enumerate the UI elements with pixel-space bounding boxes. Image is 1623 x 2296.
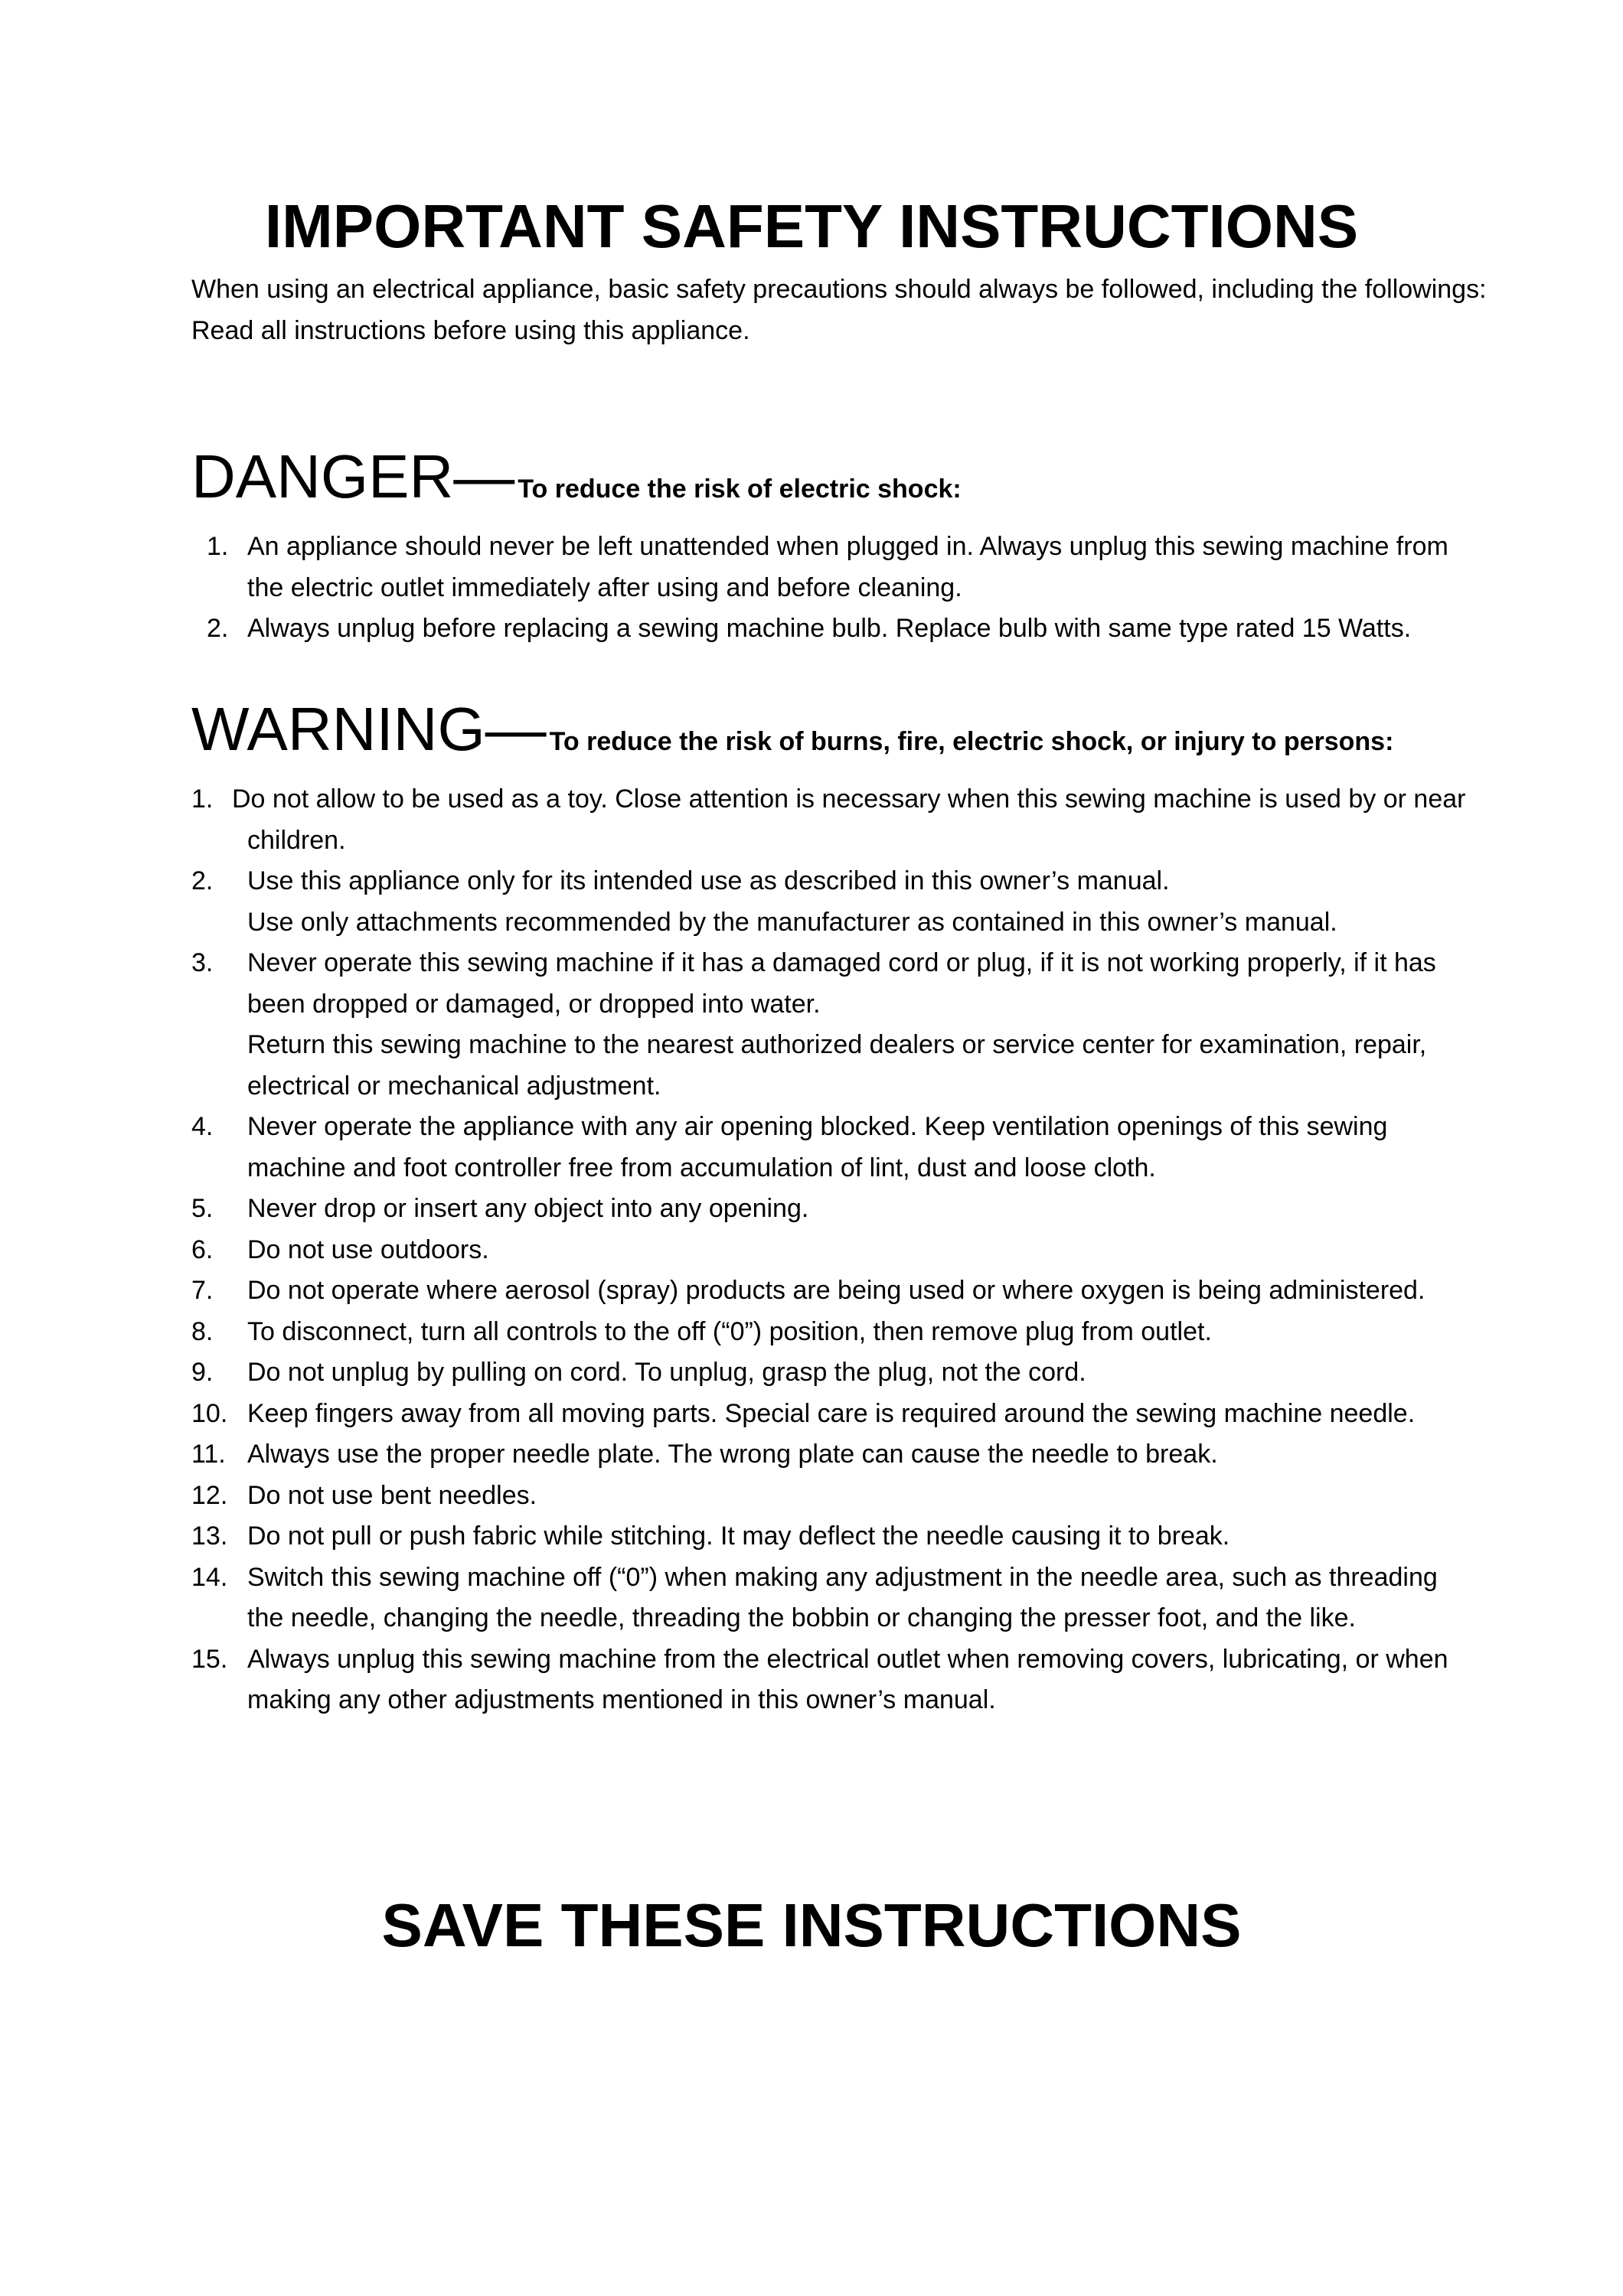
list-item [0, 1107, 1472, 1189]
save-instructions-title: SAVE THESE INSTRUCTIONS [381, 1891, 1242, 1959]
list-item [0, 1476, 1472, 1517]
intro-line: When using an electrical appliance, basic safety precautions should always be followed, including the followings: [191, 275, 1487, 304]
item-text: Never drop or insert any object into any opening. [247, 1194, 809, 1223]
item-text: Always use the proper needle plate. The wrong plate can cause the needle to break. [247, 1440, 1218, 1469]
list-item [0, 861, 1472, 943]
item-text: Do not use outdoors. [247, 1234, 489, 1264]
item-number: 4. [191, 1112, 214, 1141]
item-text: Return this sewing machine to the nearest authorized dealers or service center for examination, repair, electrical or mechanical adjustment. [247, 1030, 1427, 1101]
list-item [0, 943, 1472, 1107]
item-text: An appliance should never be left unattended when plugged in. Always unplug this sewing machine from the electric outlet immediately after using and before cleaning. [247, 532, 1448, 602]
item-text: To disconnect, turn all controls to the off (“0”) position, then remove plug from outlet. [247, 1316, 1212, 1346]
intro-line: Read all instructions before using this appliance. [191, 315, 750, 345]
item-text: Use only attachments recommended by the manufacturer as contained in this owner’s manual. [247, 907, 1337, 937]
item-text: Switch this sewing machine off (“0”) when making any adjustment in the needle area, such as threading the needle, changing the needle, threading the bobbin or changing the presser foot, and the like. [247, 1562, 1438, 1632]
item-number: 7. [191, 1276, 214, 1305]
page-title: IMPORTANT SAFETY INSTRUCTIONS [264, 192, 1359, 260]
item-number: 13. [191, 1521, 228, 1551]
item-number: 2. [191, 866, 214, 895]
item-number: 1. [207, 532, 229, 561]
list-item [0, 1516, 1472, 1557]
item-text: Do not operate where aerosol (spray) products are being used or where oxygen is being administered. [247, 1276, 1425, 1305]
item-text: Never operate this sewing machine if it has a damaged cord or plug, if it is not working properly, if it has been dropped or damaged, or dropped into water. [247, 948, 1436, 1019]
list-item [0, 1557, 1472, 1639]
item-text: Use this appliance only for its intended use as described in this owner’s manual. [247, 866, 1170, 895]
danger-list [0, 527, 1623, 650]
item-text: Always unplug this sewing machine from the electrical outlet when removing covers, lubricating, or when making any other adjustments mentioned in this owner’s manual. [247, 1644, 1448, 1714]
warning-subheading: To reduce the risk of burns, fire, electric shock, or injury to persons: [549, 727, 1394, 756]
item-text: Do not use bent needles. [247, 1480, 537, 1510]
item-number: 3. [191, 948, 214, 977]
warning-label: WARNING— [191, 695, 547, 763]
item-text: Do not unplug by pulling on cord. To unplug, grasp the plug, not the cord. [247, 1358, 1086, 1387]
item-number: 1. [191, 784, 214, 814]
list-item [0, 1270, 1472, 1312]
item-number: 14. [191, 1562, 228, 1592]
item-number: 10. [191, 1398, 228, 1428]
item-number: 2. [207, 614, 229, 643]
item-number: 8. [191, 1316, 214, 1346]
list-item [0, 779, 1472, 861]
list-item [0, 1230, 1472, 1271]
list-item [0, 1189, 1472, 1230]
item-text: Always unplug before replacing a sewing machine bulb. Replace bulb with same type rated 15 Watts. [247, 614, 1412, 643]
item-text: Do not pull or push fabric while stitching. It may deflect the needle causing it to break. [247, 1521, 1230, 1551]
item-number: 11. [191, 1440, 226, 1469]
item-number: 15. [191, 1644, 228, 1674]
list-item [0, 1639, 1472, 1721]
list-item [0, 1312, 1472, 1353]
warning-heading [191, 693, 1393, 766]
warning-list [0, 779, 1623, 1721]
item-number: 5. [191, 1194, 214, 1223]
danger-subheading: To reduce the risk of electric shock: [518, 475, 962, 504]
list-item [0, 608, 1472, 650]
item-number: 12. [191, 1480, 228, 1510]
danger-heading [191, 440, 962, 514]
item-number: 6. [191, 1234, 214, 1264]
item-number: 9. [191, 1358, 214, 1387]
intro-paragraph [191, 269, 1493, 351]
item-text: Never operate the appliance with any air opening blocked. Keep ventilation openings of this sewing machine and foot controller free from accumulation of lint, dust and loose cloth. [247, 1112, 1388, 1182]
list-item [0, 1394, 1472, 1435]
list-item [0, 1434, 1472, 1476]
danger-label: DANGER— [191, 442, 515, 510]
list-item [0, 527, 1472, 608]
item-text: Do not allow to be used as a toy. Close attention is necessary when this sewing machine is used by or near children. [232, 784, 1466, 855]
list-item [0, 1352, 1472, 1394]
item-text: Keep fingers away from all moving parts. Special care is required around the sewing machine needle. [247, 1398, 1416, 1428]
